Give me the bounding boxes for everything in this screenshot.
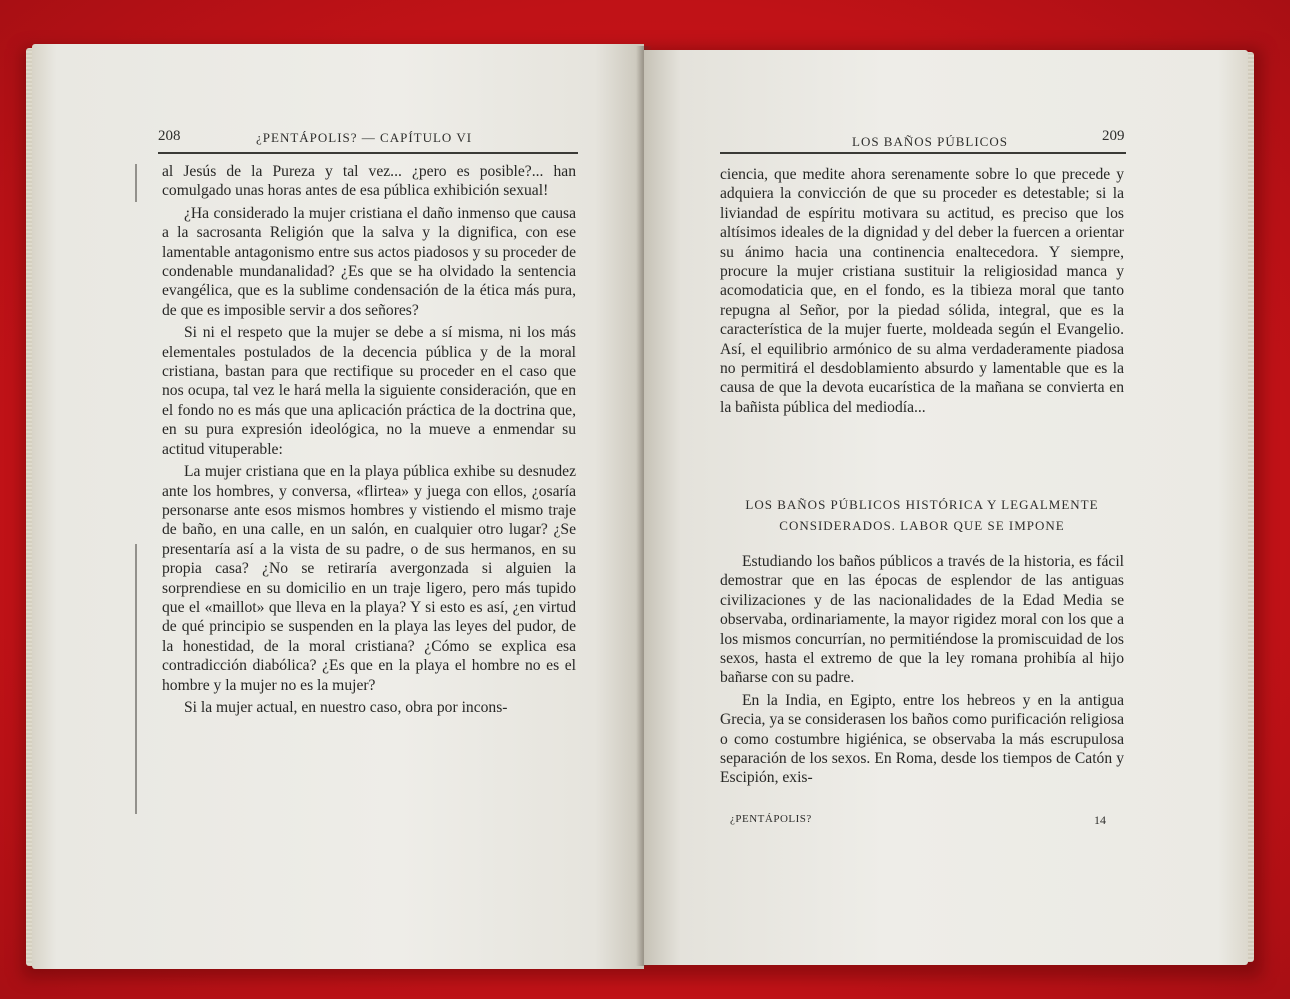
left-header-rule xyxy=(158,152,578,154)
section-heading-line-1: LOS BAÑOS PÚBLICOS HISTÓRICA Y LEGALMENTE xyxy=(745,497,1099,512)
paragraph: Si la mujer actual, en nuestro caso, obra por incons- xyxy=(184,698,508,716)
section-heading-line-2: CONSIDERADOS. LABOR QUE SE IMPONE xyxy=(779,518,1065,533)
paragraph: La mujer cristiana que en la playa pública exhibe su desnudez ante los hombres, y conversa, «flirtea» y juega con ellos, ¿osaría personarse ante esos mismos hombres y vistiendo el mismo traje de baño, en una calle, en un salón, en cualquier otro lugar? ¿Se presentaría así a la vista de su padre, o de sus hermanos, en su propia casa? ¿No se retiraría avergonzada si alguien la sorprendiese en su domicilio en un traje ligero, pero más tupido que el «maillot» que lleva en la playa? Y si esto es así, ¿en virtud de qué principio se suspenden en la playa las leyes del pudor, de la honestidad, de la moral cristiana? ¿Cómo se explica esa contradicción diabólica? ¿Es que en la playa el hombre no es el hombre y la mujer no es la mujer? xyxy=(162,463,576,694)
section-heading xyxy=(720,494,1124,536)
paragraph: ciencia, que medite ahora serenamente sobre lo que precede y adquiera la convicción de que su proceder es detestable; si la liviandad de espíritu motivara su actitud, es preciso que los altísimos ideales de la dignidad y del deber la fuercen a orientar su ánimo hacia una continencia enaltecedora. Y siempre, procure la mujer cristiana sustituir la religiosidad manca y acomodaticia que, en el fondo, es la tibieza moral que tanto repugna al Señor, por la piedad sólida, integral, que es la característica de la mujer fuerte, moldeada según el Evangelio. Así, el equilibrio armónico de su alma verdaderamente piadosa no permitirá el desdoblamiento absurdo y lamentable que es la causa de que la devota eucarística de la mañana se convierta en la bañista pública del mediodía... xyxy=(720,166,1124,416)
right-running-head: LOS BAÑOS PÚBLICOS xyxy=(852,134,1008,149)
left-body-text xyxy=(162,162,576,717)
right-body-text-top xyxy=(720,165,1124,417)
paragraph: ¿Ha considerado la mujer cristiana el daño inmenso que causa a la sacrosanta Religión que la salva y la dignifica, con ese lamentable antagonismo entre sus actos piadosos y su proceder de condenable mundanalidad? ¿Es que se ha olvidado la sentencia evangélica, que es la sublime condensación de la ética más pura, de que es imposible servir a dos señores? xyxy=(162,204,576,319)
left-page-number: 208 xyxy=(158,128,181,144)
right-page xyxy=(644,50,1248,965)
left-running-head: ¿PENTÁPOLIS? — CAPÍTULO VI xyxy=(256,130,473,145)
right-page-number: 209 xyxy=(1102,128,1125,144)
left-page xyxy=(32,44,644,969)
signature-number: 14 xyxy=(1094,813,1106,827)
paragraph: al Jesús de la Pureza y tal vez... ¿pero es posible?... han comulgado unas horas antes de esa pública exhibición sexual! xyxy=(162,163,576,200)
paragraph: Estudiando los baños públicos a través de la historia, es fácil demostrar que en las épocas de esplendor de las antiguas civilizaciones y de las nacionalidades de la Edad Media se observaba, ordinariamente, la mayor rigidez moral con los que a los mismos concurrían, no permitiéndose la promiscuidad de los sexos, hasta el extremo de que la ley romana prohibía al hijo bañarse con su padre. xyxy=(720,553,1124,687)
pencil-margin-mark xyxy=(135,164,137,202)
right-header-rule xyxy=(720,152,1126,154)
pencil-margin-mark xyxy=(135,544,137,814)
right-body-text-bottom xyxy=(720,552,1124,788)
paragraph: En la India, en Egipto, entre los hebreos y en la antigua Grecia, ya se considerasen los baños como purificación religiosa o como costumbre higiénica, se observaba la más escrupulosa separación de los sexos. En Roma, desde los tiempos de Catón y Escipión, exis- xyxy=(720,691,1124,787)
paragraph: Si ni el respeto que la mujer se debe a sí misma, ni los más elementales postulados de la decencia pública y de la moral cristiana, bastan para que rectifique su proceder en el caso que nos ocupa, tal vez le hará mella la siguiente consideración, que en el fondo no es más que una aplicación práctica de la doctrina que, en su pura expresión ideológica, no la mueve a enmendar su actitud vituperable: xyxy=(162,324,576,458)
signature-mark: ¿PENTÁPOLIS? xyxy=(730,813,812,825)
